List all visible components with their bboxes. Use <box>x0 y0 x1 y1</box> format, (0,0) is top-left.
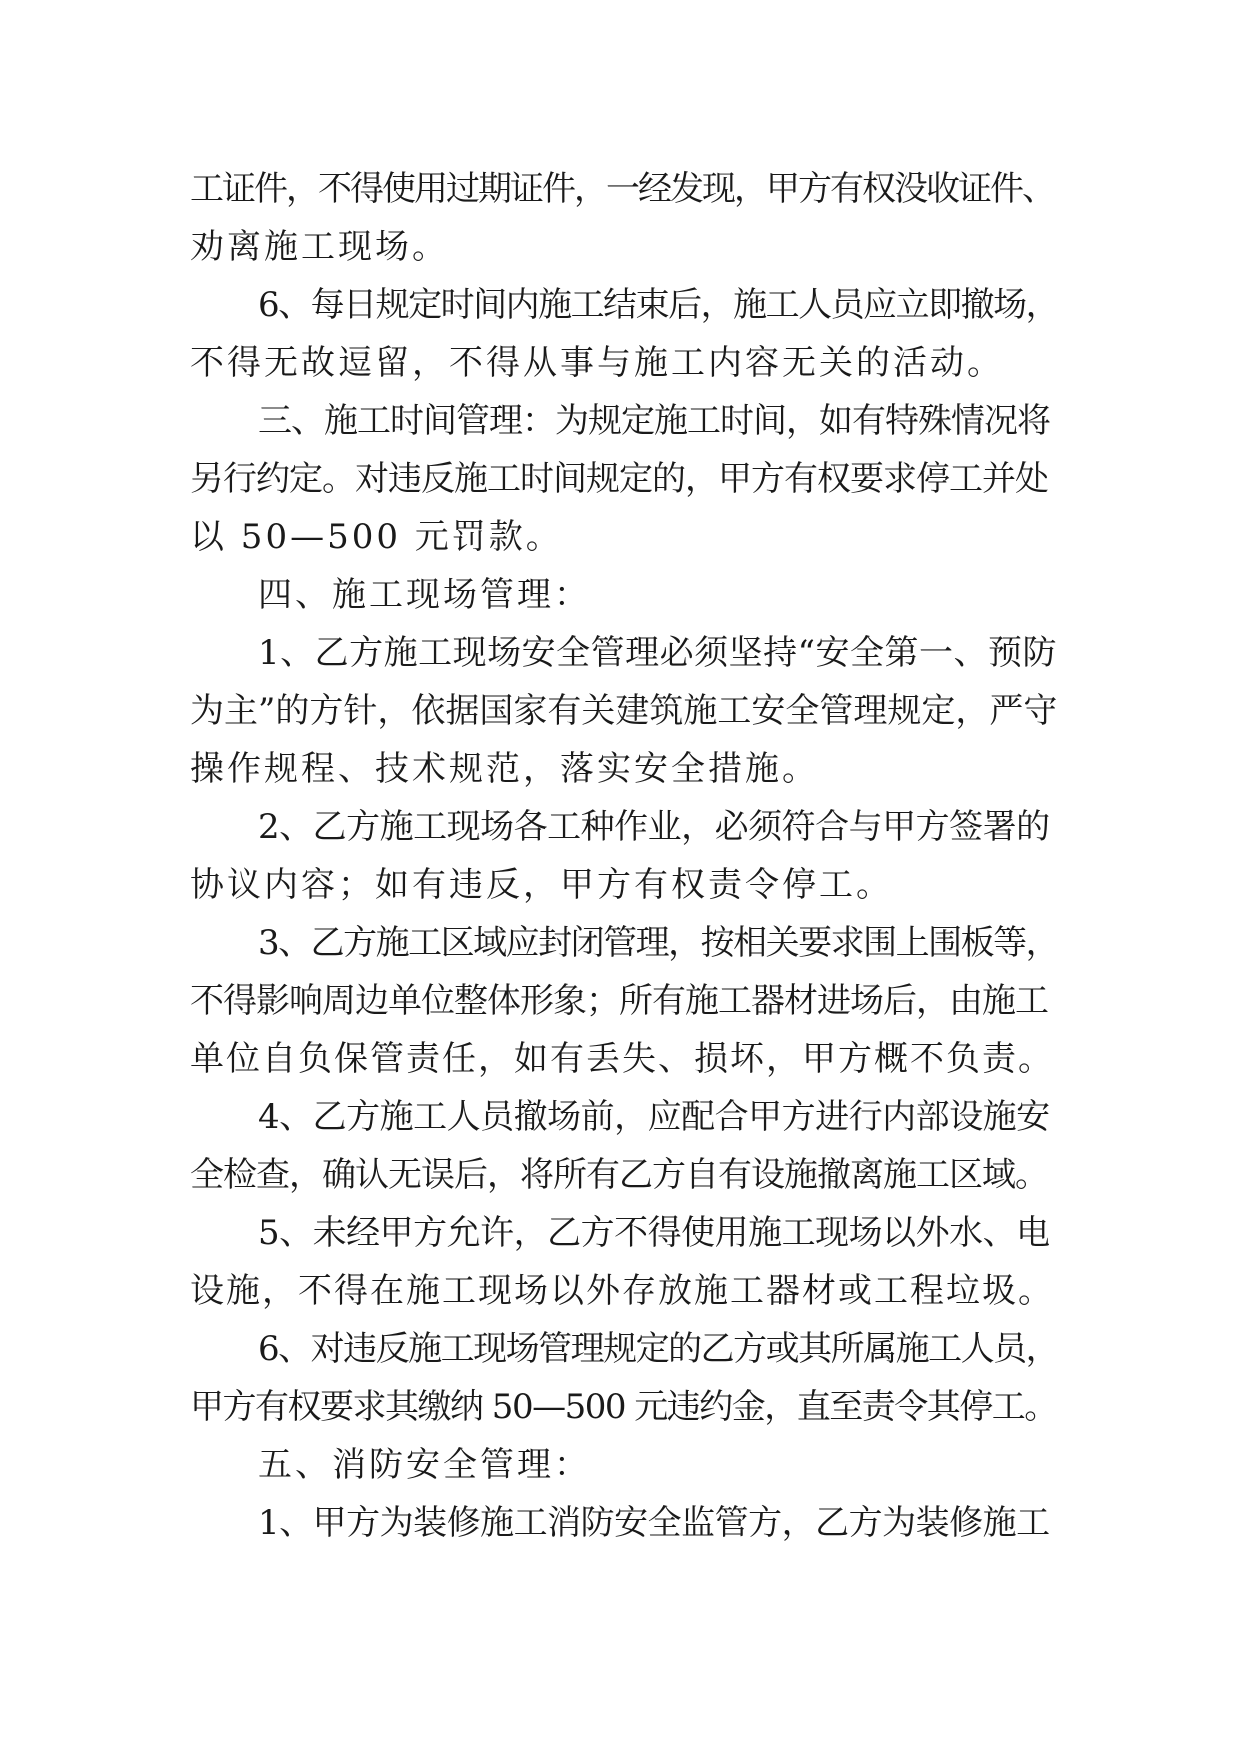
text-line: 全检查，确认无误后，将所有乙方自有设施撤离施工区域。 <box>190 1155 1048 1195</box>
text-line: 5、未经甲方允许，乙方不得使用施工现场以外水、电 <box>258 1213 1050 1253</box>
paragraph <box>190 798 1060 914</box>
text-line: 不得无故逗留，不得从事与施工内容无关的活动。 <box>190 343 1004 383</box>
text-line: 单位自负保管责任，如有丢失、损坏，甲方概不负责。 <box>190 1039 1054 1079</box>
text-line: 为主”的方针，依据国家有关建筑施工安全管理规定，严守 <box>190 691 1058 731</box>
text-line: 四、施工现场管理： <box>258 575 591 615</box>
text-line: 6、每日规定时间内施工结束后，施工人员应立即撤场， <box>258 285 1059 325</box>
text-line: 1、甲方为装修施工消防安全监管方，乙方为装修施工 <box>258 1503 1050 1543</box>
text-line: 另行约定。对违反施工时间规定的，甲方有权要求停工并处 <box>190 459 1048 499</box>
text-line: 劝离施工现场。 <box>190 227 449 267</box>
text-line: 三、施工时间管理：为规定施工时间，如有特殊情况将 <box>258 401 1050 441</box>
text-line: 五、消防安全管理： <box>258 1445 591 1485</box>
text-line: 4、乙方施工人员撤场前，应配合甲方进行内部设施安 <box>258 1097 1050 1137</box>
section-heading <box>190 1436 1060 1494</box>
paragraph <box>190 1320 1060 1436</box>
text-line: 协议内容；如有违反，甲方有权责令停工。 <box>190 865 893 905</box>
paragraph <box>190 160 1060 276</box>
text-line: 3、乙方施工区域应封闭管理，按相关要求围上围板等， <box>258 923 1059 963</box>
paragraph <box>190 276 1060 392</box>
text-line: 1、乙方施工现场安全管理必须坚持“安全第一、预防 <box>258 633 1058 673</box>
paragraph <box>190 1204 1060 1320</box>
paragraph <box>190 1088 1060 1204</box>
text-line: 以 50—500 元罚款。 <box>190 517 563 557</box>
text-line: 工证件，不得使用过期证件，一经发现，甲方有权没收证件、 <box>190 169 1054 209</box>
paragraph <box>190 624 1060 798</box>
text-line: 6、对违反施工现场管理规定的乙方或其所属施工人员， <box>258 1329 1059 1369</box>
paragraph <box>190 392 1060 566</box>
text-line: 设施，不得在施工现场以外存放施工器材或工程垃圾。 <box>190 1271 1054 1311</box>
text-line: 2、乙方施工现场各工种作业，必须符合与甲方签署的 <box>258 807 1050 847</box>
text-line: 操作规程、技术规范，落实安全措施。 <box>190 749 819 789</box>
text-line: 不得影响周边单位整体形象；所有施工器材进场后，由施工 <box>190 981 1048 1021</box>
text-line: 甲方有权要求其缴纳 50—500 元违约金，直至责令其停工。 <box>190 1387 1057 1427</box>
section-heading <box>190 566 1060 624</box>
paragraph <box>190 1494 1060 1552</box>
paragraph <box>190 914 1060 1088</box>
document-body <box>190 160 1060 1552</box>
